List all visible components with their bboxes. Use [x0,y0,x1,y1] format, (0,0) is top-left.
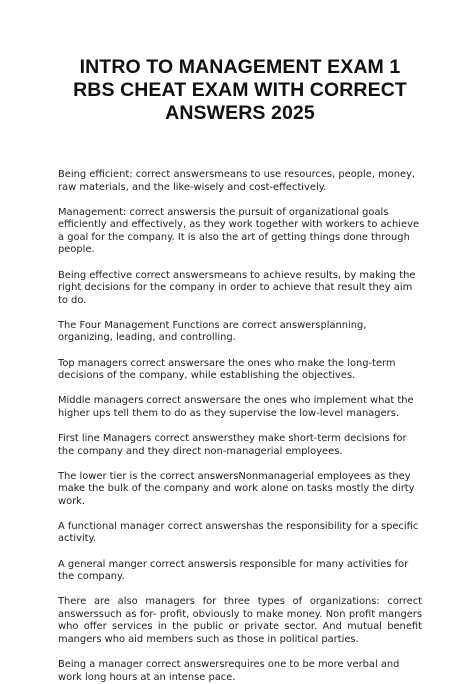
paragraph-middle-managers: Middle managers correct answersare the ones who implement what the higher ups tell them to do as they supervise the low-level managers. [58,395,414,419]
paragraph-organization-types: There are also managers for three types of organizations: correct answerssuch as for- profit, obviously to make money. Non profit mangers who offer services in the public or private sector. And mutual benefit mangers who aid members such as those in political parties. [58,596,422,646]
paragraph-general-manager: A general manger correct answersis responsible for many activities for the company. [58,558,409,583]
paragraph-functional-manager: A functional manager correct answershas the responsibility for a specific activity. [58,520,419,545]
paragraph-lower-tier: The lower tier is the correct answersNonmanagerial employees as they make the bulk of the company and work alone on tasks mostly the dirty work. [58,470,415,507]
document-title: INTRO TO MANAGEMENT EXAM 1 RBS CHEAT EXAM WITH CORRECT ANSWERS 2025 [73,56,407,124]
paragraph-top-managers: Top managers correct answersare the ones who make the long-term decisions of the company, while establishing the objectives. [58,357,396,382]
paragraph-first-line-managers: First line Managers correct answersthey make short-term decisions for the company and they direct non-managerial employees. [58,432,407,457]
document-body [58,169,422,684]
paragraph-management: Management: correct answersis the pursuit of organizational goals efficiently and effectively, as they work together with workers to achieve a goal for the company. It is also the art of getting things done through people. [58,206,420,256]
paragraph-being-efficient: Being efficient: correct answersmeans to use resources, people, money, raw materials, and the like-wisely and cost-effectively. [58,169,416,193]
paragraph-being-a-manager: Being a manager correct answersrequires one to be more verbal and work long hours at an intense pace. [58,659,400,683]
paragraph-being-effective: Being effective correct answersmeans to achieve results, by making the right decisions for the company in order to achieve that result they aim to do. [58,269,416,306]
paragraph-four-functions: The Four Management Functions are correct answersplanning, organizing, leading, and controlling. [58,319,367,344]
